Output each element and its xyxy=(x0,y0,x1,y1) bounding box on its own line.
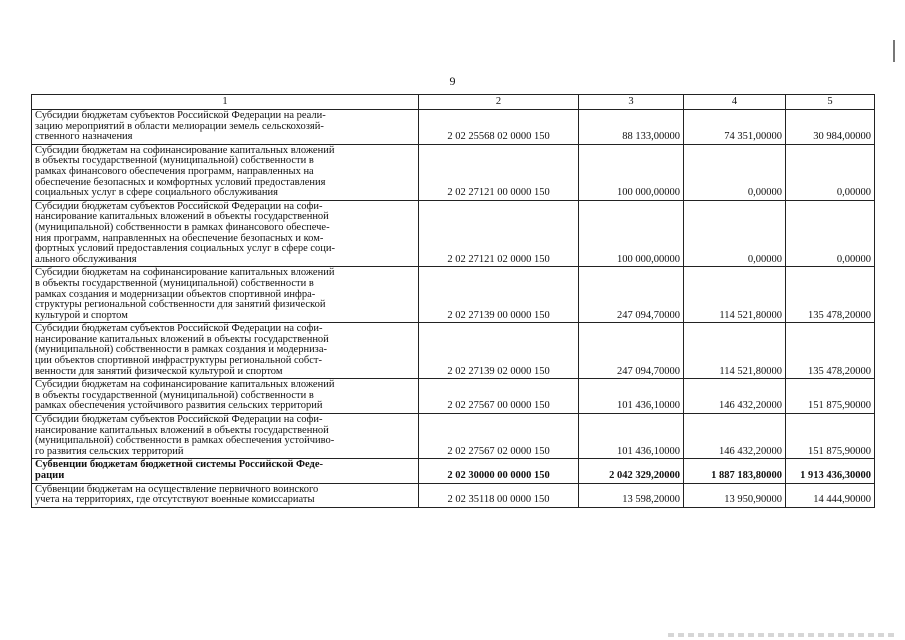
row-value-col4: 74 351,00000 xyxy=(684,110,786,145)
row-value-col5: 151 875,90000 xyxy=(786,414,875,459)
row-code: 2 02 25568 02 0000 150 xyxy=(419,110,579,145)
row-value-col5: 14 444,90000 xyxy=(786,483,875,507)
row-description: Субсидии бюджетам на софинансирование капитальных вложений в объекты государственной (муниципальной) собственности в рамках финансового обеспечения программ, направленных на обеспечение безопасных и комфортных условий предоставления социальных услуг в сфере социального обслуживания xyxy=(32,144,419,200)
row-code: 2 02 30000 00 0000 150 xyxy=(419,459,579,483)
table-row xyxy=(32,200,875,267)
row-description: Субсидии бюджетам на софинансирование капитальных вложений в объекты государственной (муниципальной) собственности в рамках создания и модернизации объектов спортивной инфра- структуры региональной собственности для занятий физической культурой и спортом xyxy=(32,267,419,323)
row-code: 2 02 27121 00 0000 150 xyxy=(419,144,579,200)
row-value-col4: 114 521,80000 xyxy=(684,267,786,323)
row-value-col3: 247 094,70000 xyxy=(579,323,684,379)
row-value-col3: 101 436,10000 xyxy=(579,414,684,459)
row-description: Субсидии бюджетам субъектов Российской Федерации на реали- зацию мероприятий в области мелиорации земель сельскохозяй- ственного назначения xyxy=(32,110,419,145)
row-code: 2 02 27121 02 0000 150 xyxy=(419,200,579,267)
header-col-4: 4 xyxy=(684,95,786,110)
row-value-col4: 146 432,20000 xyxy=(684,414,786,459)
header-col-2: 2 xyxy=(419,95,579,110)
row-value-col4: 1 887 183,80000 xyxy=(684,459,786,483)
header-col-3: 3 xyxy=(579,95,684,110)
table-row xyxy=(32,267,875,323)
table-row xyxy=(32,379,875,414)
row-value-col3: 101 436,10000 xyxy=(579,379,684,414)
table-row xyxy=(32,323,875,379)
row-description: Субвенции бюджетам бюджетной системы Российской Феде- рации xyxy=(32,459,419,483)
header-col-5: 5 xyxy=(786,95,875,110)
row-description: Субвенции бюджетам на осуществление первичного воинского учета на территориях, где отсутствуют военные комиссариаты xyxy=(32,483,419,507)
row-value-col4: 13 950,90000 xyxy=(684,483,786,507)
row-value-col3: 100 000,00000 xyxy=(579,144,684,200)
row-description: Субсидии бюджетам на софинансирование капитальных вложений в объекты государственной (муниципальной) собственности в рамках обеспечения устойчивого развития сельских территорий xyxy=(32,379,419,414)
row-code: 2 02 35118 00 0000 150 xyxy=(419,483,579,507)
header-row xyxy=(32,95,875,110)
row-description: Субсидии бюджетам субъектов Российской Федерации на софи- нансирование капитальных вложений в объекты государственной (муниципальной) собственности в рамках создания и модерниза- ции объектов спортивной инфраструктуры региональной собст- венности для занятий физической культурой и спортом xyxy=(32,323,419,379)
row-value-col5: 135 478,20000 xyxy=(786,267,875,323)
page-number: 9 xyxy=(449,74,456,88)
scan-edge-mark xyxy=(893,40,895,62)
table-row xyxy=(32,110,875,145)
row-value-col5: 0,00000 xyxy=(786,144,875,200)
row-description: Субсидии бюджетам субъектов Российской Федерации на софи- нансирование капитальных вложений в объекты государственной (муниципальной) собственности в рамках обеспечения устойчиво- го развития сельских территорий xyxy=(32,414,419,459)
row-value-col3: 88 133,00000 xyxy=(579,110,684,145)
row-value-col3: 2 042 329,20000 xyxy=(579,459,684,483)
row-description: Субсидии бюджетам субъектов Российской Федерации на софи- нансирование капитальных вложений в объекты государственной (муниципальной) собственности в рамках финансового обеспече- ния программ, направленных на обеспечение безопасных и ком- фортных условий предоставления социальных услуг в сфере соци- ального обслуживания xyxy=(32,200,419,267)
row-value-col5: 135 478,20000 xyxy=(786,323,875,379)
table-row-total xyxy=(32,459,875,483)
table-row xyxy=(32,144,875,200)
budget-table xyxy=(31,94,875,508)
row-value-col5: 30 984,00000 xyxy=(786,110,875,145)
row-value-col5: 0,00000 xyxy=(786,200,875,267)
row-value-col3: 247 094,70000 xyxy=(579,267,684,323)
table-row xyxy=(32,483,875,507)
row-value-col3: 13 598,20000 xyxy=(579,483,684,507)
row-value-col3: 100 000,00000 xyxy=(579,200,684,267)
header-col-1: 1 xyxy=(32,95,419,110)
scan-bottom-artifact xyxy=(668,633,898,637)
row-code: 2 02 27139 02 0000 150 xyxy=(419,323,579,379)
row-code: 2 02 27567 00 0000 150 xyxy=(419,379,579,414)
row-value-col4: 0,00000 xyxy=(684,144,786,200)
row-code: 2 02 27567 02 0000 150 xyxy=(419,414,579,459)
row-value-col4: 114 521,80000 xyxy=(684,323,786,379)
row-value-col4: 146 432,20000 xyxy=(684,379,786,414)
row-value-col5: 151 875,90000 xyxy=(786,379,875,414)
row-code: 2 02 27139 00 0000 150 xyxy=(419,267,579,323)
table-row xyxy=(32,414,875,459)
row-value-col4: 0,00000 xyxy=(684,200,786,267)
row-value-col5: 1 913 436,30000 xyxy=(786,459,875,483)
